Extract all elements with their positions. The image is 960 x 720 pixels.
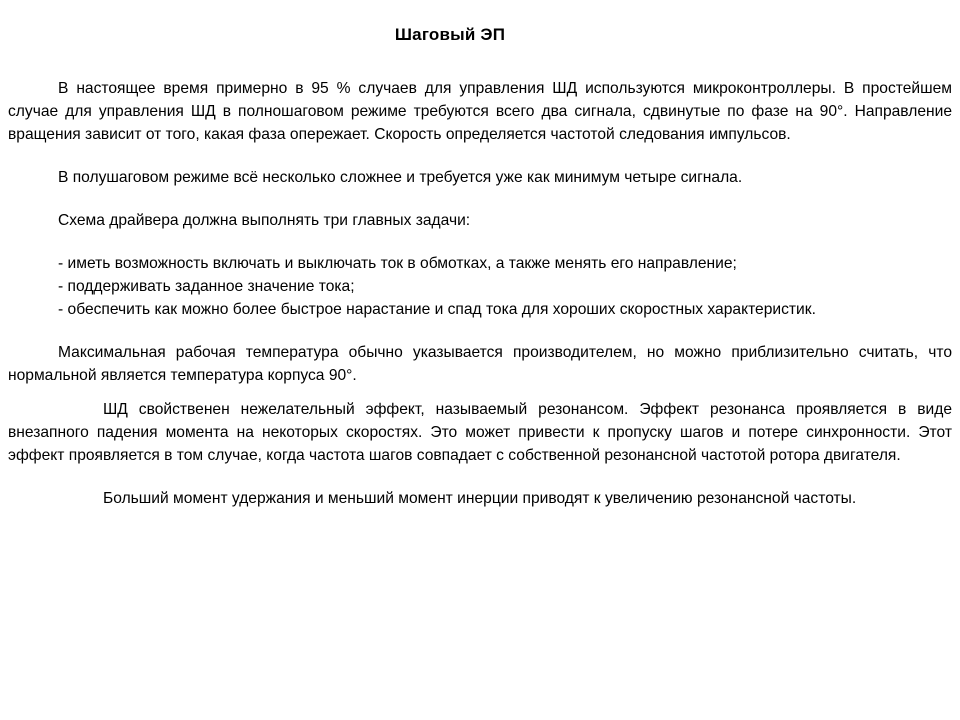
bullet-item-current-rise: - обеспечить как можно более быстрое нарастание и спад тока для хороших скоростных характеристик. <box>58 301 816 318</box>
paragraph-microcontrollers: В настоящее время примерно в 95 % случаев для управления ШД используются микроконтроллеры. В простейшем случае для управления ШД в полношаговом режиме требуются всего два сигнала, сдвинутые по фазе на 90°. Направление вращения зависит от того, какая фаза опережает. Скорость определяется частотой следования импульсов. <box>8 80 952 143</box>
paragraph-driver-tasks: Схема драйвера должна выполнять три главных задачи: <box>58 212 471 229</box>
body-text <box>8 77 952 510</box>
paragraph-half-step: В полушаговом режиме всё несколько сложнее и требуется уже как минимум четыре сигнала. <box>58 169 743 186</box>
paragraph-temperature: Максимальная рабочая температура обычно указывается производителем, но можно приблизительно считать, что нормальной является температура корпуса 90°. <box>8 344 952 384</box>
paragraph-resonance: ШД свойственен нежелательный эффект, называемый резонансом. Эффект резонанса проявляется в виде внезапного падения момента на некоторых скоростях. Это может привести к пропуску шагов и потере синхронности. Этот эффект проявляется в том случае, когда частота шагов совпадает с собственной резонансной частотой ротора двигателя. <box>8 401 952 464</box>
paragraph-resonant-frequency: Больший момент удержания и меньший момент инерции приводят к увеличению резонансной частоты. <box>103 490 857 507</box>
bullet-item-current-value: - поддерживать заданное значение тока; <box>58 278 355 295</box>
bullet-item-current-switching: - иметь возможность включать и выключать ток в обмотках, а также менять его направление; <box>58 255 737 272</box>
page-title: Шаговый ЭП <box>394 25 506 44</box>
